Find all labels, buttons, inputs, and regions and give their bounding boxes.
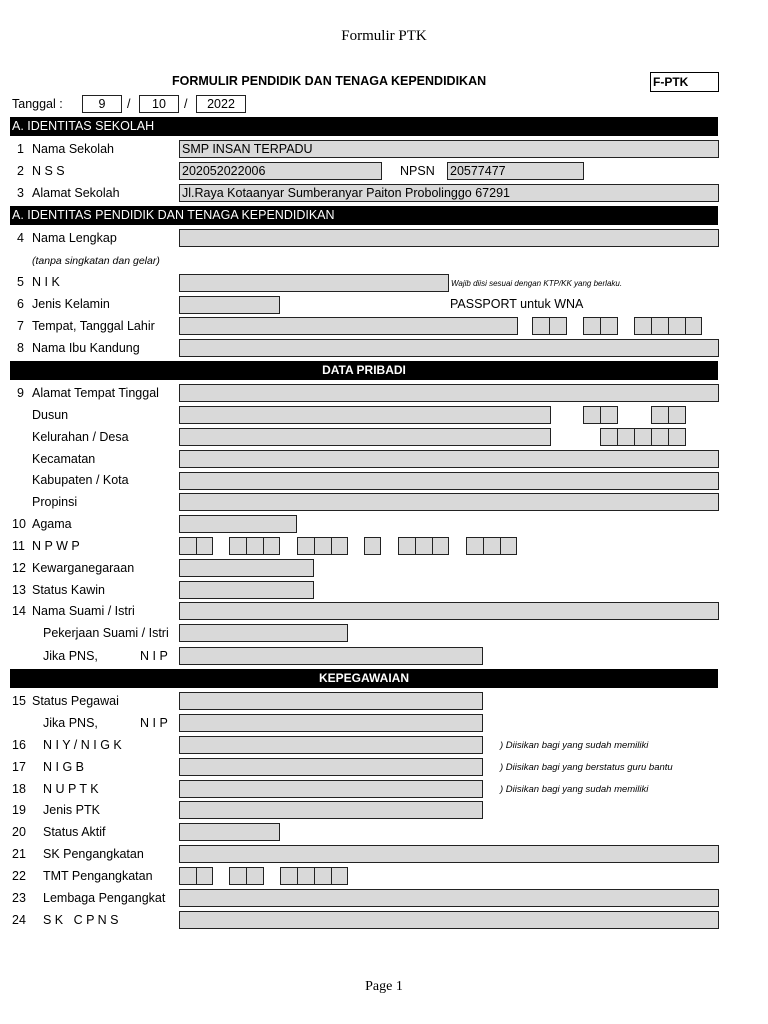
nama-sekolah-label: Nama Sekolah (32, 142, 114, 156)
nuptk-note: ) Diisikan bagi yang sudah memiliki (500, 784, 649, 795)
nama-suami-istri-field[interactable] (179, 602, 719, 620)
rt-cell[interactable] (600, 406, 618, 424)
kecamatan-field[interactable] (179, 450, 719, 468)
alamat-tinggal-field[interactable] (179, 384, 719, 402)
row-number: 1 (17, 142, 24, 156)
niy-nigk-label: N I Y / N I G K (43, 738, 122, 752)
tmt-month-cell[interactable] (229, 867, 247, 885)
nama-sekolah-field[interactable]: SMP INSAN TERPADU (179, 140, 719, 158)
nama-suami-istri-label: Nama Suami / Istri (32, 604, 135, 618)
date-year-field[interactable]: 2022 (196, 95, 246, 113)
jika-pns-label: Jika PNS, (43, 649, 98, 663)
npwp-cell[interactable] (246, 537, 264, 555)
row-number: 19 (12, 803, 26, 817)
ttl-label: Tempat, Tanggal Lahir (32, 319, 155, 333)
tmt-day-cell[interactable] (196, 867, 213, 885)
rw-cell[interactable] (651, 406, 669, 424)
nama-lengkap-hint: (tanpa singkatan dan gelar) (32, 255, 160, 267)
tgl-lahir-day-cell[interactable] (532, 317, 550, 335)
row-number: 23 (12, 891, 26, 905)
passport-note: PASSPORT untuk WNA (450, 297, 584, 311)
rt-cell[interactable] (583, 406, 601, 424)
nigb-label: N I G B (43, 760, 84, 774)
row-number: 3 (17, 186, 24, 200)
row-number: 12 (12, 561, 26, 575)
row-number: 15 (12, 694, 26, 708)
tgl-lahir-month-cell[interactable] (600, 317, 618, 335)
kodepos-cell[interactable] (634, 428, 652, 446)
form-title: FORMULIR PENDIDIK DAN TENAGA KEPENDIDIKAN (172, 74, 487, 88)
pekerjaan-suami-istri-field[interactable] (179, 624, 348, 642)
date-sep-1: / (127, 97, 131, 111)
kodepos-cell[interactable] (617, 428, 635, 446)
tgl-lahir-day-cell[interactable] (549, 317, 567, 335)
agama-field[interactable] (179, 515, 297, 533)
npwp-cell[interactable] (398, 537, 416, 555)
nik-note: Wajib diisi sesuai dengan KTP/KK yang berlaku. (451, 279, 623, 288)
tmt-month-cell[interactable] (246, 867, 264, 885)
sk-pengangkatan-label: SK Pengangkatan (43, 847, 144, 861)
npsn-label: NPSN (400, 164, 435, 178)
npwp-cell[interactable] (196, 537, 213, 555)
sk-cpns-field[interactable] (179, 911, 719, 929)
niy-note: ) Diisikan bagi yang sudah memiliki (500, 740, 649, 751)
nuptk-field[interactable] (179, 780, 483, 798)
kodepos-cell[interactable] (651, 428, 669, 446)
npwp-cell[interactable] (229, 537, 247, 555)
row-number: 16 (12, 738, 26, 752)
status-pegawai-label: Status Pegawai (32, 694, 119, 708)
tempat-lahir-field[interactable] (179, 317, 518, 335)
rw-cell[interactable] (668, 406, 686, 424)
kodepos-cell[interactable] (668, 428, 686, 446)
alamat-tinggal-label: Alamat Tempat Tinggal (32, 386, 159, 400)
nik-label: N I K (32, 275, 60, 289)
ibu-kandung-field[interactable] (179, 339, 719, 357)
nik-field[interactable] (179, 274, 449, 292)
tgl-lahir-year-cell[interactable] (651, 317, 669, 335)
row-number: 8 (17, 341, 24, 355)
status-pegawai-field[interactable] (179, 692, 483, 710)
status-kawin-label: Status Kawin (32, 583, 105, 597)
jika-pns-label: Jika PNS, (43, 716, 98, 730)
row-number: 14 (12, 604, 26, 618)
nigb-note: ) Diisikan bagi yang berstatus guru bantu (500, 762, 673, 773)
alamat-sekolah-label: Alamat Sekolah (32, 186, 120, 200)
row-number: 2 (17, 164, 24, 178)
npwp-cell[interactable] (466, 537, 484, 555)
status-kawin-field[interactable] (179, 581, 314, 599)
status-aktif-label: Status Aktif (43, 825, 106, 839)
nip-suami-istri-field[interactable] (179, 647, 483, 665)
nip-label: N I P (140, 716, 168, 730)
lembaga-pengangkat-label: Lembaga Pengangkat (43, 891, 166, 905)
kodepos-cell[interactable] (600, 428, 618, 446)
date-sep-2: / (184, 97, 188, 111)
propinsi-field[interactable] (179, 493, 719, 511)
date-label: Tanggal : (12, 97, 63, 111)
kecamatan-label: Kecamatan (32, 452, 96, 466)
kabupaten-label: Kabupaten / Kota (32, 473, 129, 487)
kabupaten-field[interactable] (179, 472, 719, 490)
nss-label: N S S (32, 164, 65, 178)
row-number: 20 (12, 825, 26, 839)
row-number: 11 (12, 539, 25, 553)
npwp-cell[interactable] (364, 537, 381, 555)
npwp-cell[interactable] (415, 537, 433, 555)
tmt-day-cell[interactable] (179, 867, 197, 885)
npwp-cell[interactable] (500, 537, 517, 555)
jenis-kelamin-label: Jenis Kelamin (32, 297, 110, 311)
tgl-lahir-year-cell[interactable] (634, 317, 652, 335)
npwp-cell[interactable] (179, 537, 197, 555)
lembaga-pengangkat-field[interactable] (179, 889, 719, 907)
propinsi-label: Propinsi (32, 495, 78, 509)
npsn-field[interactable]: 20577477 (447, 162, 584, 180)
kewarganegaraan-field[interactable] (179, 559, 314, 577)
form-code-box: F-PTK (650, 72, 719, 92)
pekerjaan-suami-istri-label: Pekerjaan Suami / Istri (43, 626, 169, 640)
page-title: Formulir PTK (341, 28, 427, 44)
row-number: 7 (17, 319, 24, 333)
agama-label: Agama (32, 517, 72, 531)
niy-nigk-field[interactable] (179, 736, 483, 754)
dusun-label: Dusun (32, 408, 69, 422)
tgl-lahir-month-cell[interactable] (583, 317, 601, 335)
nama-lengkap-label: Nama Lengkap (32, 231, 117, 245)
jenis-ptk-label: Jenis PTK (43, 803, 100, 817)
tmt-pengangkatan-label: TMT Pengangkatan (43, 869, 153, 883)
row-number: 17 (12, 760, 26, 774)
alamat-sekolah-field[interactable]: Jl.Raya Kotaanyar Sumberanyar Paiton Probolinggo 67291 (179, 184, 719, 202)
npwp-cell[interactable] (297, 537, 315, 555)
nuptk-label: N U P T K (43, 782, 99, 796)
section-identitas-sekolah: A. IDENTITAS SEKOLAH (10, 117, 718, 136)
row-number: 13 (12, 583, 26, 597)
nama-lengkap-field[interactable] (179, 229, 719, 247)
row-number: 21 (12, 847, 26, 861)
section-data-pribadi: DATA PRIBADI (10, 361, 718, 380)
tmt-year-cell[interactable] (314, 867, 332, 885)
row-number: 10 (12, 517, 26, 531)
tmt-year-cell[interactable] (297, 867, 315, 885)
tgl-lahir-year-cell[interactable] (668, 317, 686, 335)
nigb-field[interactable] (179, 758, 483, 776)
date-month-field[interactable]: 10 (139, 95, 179, 113)
kewarganegaraan-label: Kewarganegaraan (32, 561, 135, 575)
nip-label: N I P (140, 649, 168, 663)
npwp-cell[interactable] (331, 537, 348, 555)
row-number: 4 (17, 231, 24, 245)
jenis-ptk-field[interactable] (179, 801, 483, 819)
row-number: 9 (17, 386, 24, 400)
row-number: 24 (12, 913, 26, 927)
dusun-field[interactable] (179, 406, 551, 424)
row-number: 6 (17, 297, 24, 311)
npwp-cell[interactable] (432, 537, 449, 555)
jenis-kelamin-field[interactable] (179, 296, 280, 314)
tmt-year-cell[interactable] (331, 867, 348, 885)
npwp-cell[interactable] (314, 537, 332, 555)
kelurahan-label: Kelurahan / Desa (32, 430, 129, 444)
row-number: 5 (17, 275, 24, 289)
npwp-cell[interactable] (263, 537, 280, 555)
npwp-cell[interactable] (483, 537, 501, 555)
ibu-kandung-label: Nama Ibu Kandung (32, 341, 140, 355)
section-kepegawaian: KEPEGAWAIAN (10, 669, 718, 688)
row-number: 22 (12, 869, 26, 883)
date-day-field[interactable]: 9 (82, 95, 122, 113)
tgl-lahir-year-cell[interactable] (685, 317, 702, 335)
sk-pengangkatan-field[interactable] (179, 845, 719, 863)
kelurahan-field[interactable] (179, 428, 551, 446)
npwp-label: N P W P (32, 539, 80, 553)
page-number: Page 1 (365, 979, 403, 994)
tmt-year-cell[interactable] (280, 867, 298, 885)
section-identitas-ptk: A. IDENTITAS PENDIDIK DAN TENAGA KEPENDIDIKAN (10, 206, 718, 225)
nip-field[interactable] (179, 714, 483, 732)
status-aktif-field[interactable] (179, 823, 280, 841)
sk-cpns-label: S K C P N S (43, 913, 119, 927)
nss-field[interactable]: 202052022006 (179, 162, 382, 180)
row-number: 18 (12, 782, 26, 796)
